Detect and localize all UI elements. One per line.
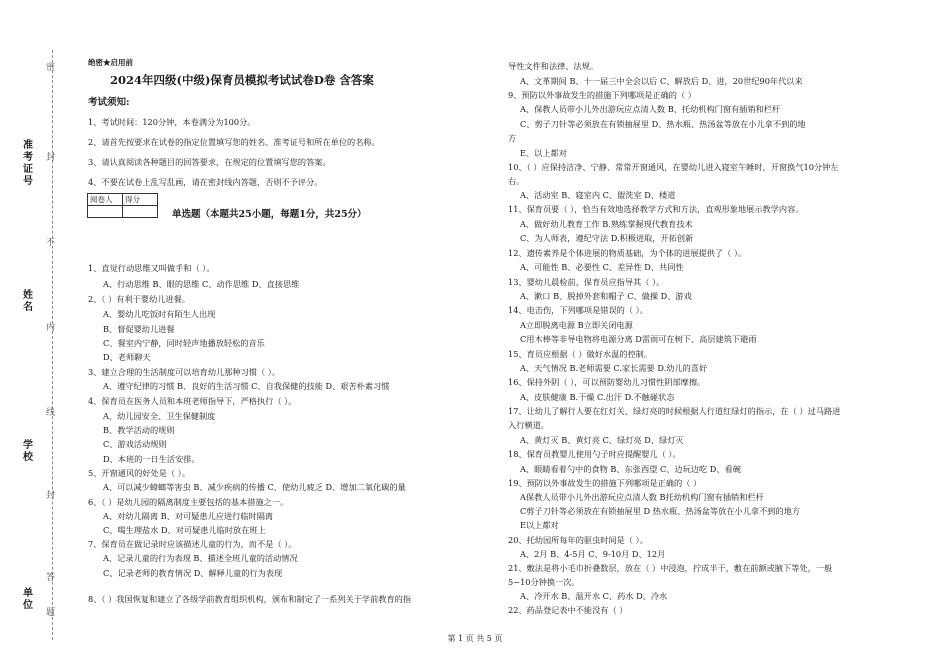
question-line: A、冷开水 B、温开水 C、药水 D、冷水 [520,591,668,601]
binding-word: 内 [46,323,56,333]
question-line: A、可以减少蟑螂等害虫 B、减少疾病的传播 C、使幼儿疲乏 D、增加二氧化碳的量 [103,482,406,492]
question-line: A、2月 B、4-5月 C、9-10月 D、12月 [520,549,666,559]
question-line: 6、（ ）是幼儿园的隔离制度主要包括的基本措施之一。 [88,497,289,507]
question-line: A、皮肤健康 B.干燥 C.出汗 D.不触碰状态 [520,392,675,402]
secret-mark: 绝密★启用前 [88,58,133,67]
question-line: A、幼儿园安全、卫生保健制度 [103,411,216,421]
score-box-cell[interactable] [88,206,123,218]
question-line: A、活动室 B、寝室内 C、盥洗室 D、楼道 [520,190,676,200]
question-line: 10、（ ）应保持洁净、宁静、常常开窗通风，在婴幼儿进入寝室午睡时，开窗换气10分钟左 [508,162,839,172]
question-line: 8、（ ）我国恢复和建立了各级学前教育组织机构，颁布和制定了一系列关于学前教育的指 [88,594,412,604]
question-line: A、文革期间 B、十一届三中全会以后 C、解放后 D、进，20世纪90年代以来 [520,76,803,86]
question-line: 12、遗传素养是个体进展的物质基础，为个体的进展提供了（ ）。 [508,248,747,258]
question-line: 5~10分钟换一次。 [508,577,580,587]
score-box-cell[interactable] [123,206,158,218]
question-line: 18、保育员教婴儿使用勺子时应提醒婴儿（ ）。 [508,449,681,459]
question-line: D、本班的一日生活安排。 [103,454,200,464]
notice-item: 3、请认真阅读各种题目的回答要求，在规定的位置填写您的答案。 [88,157,331,167]
binding-word: 不 [46,238,56,248]
question-line: 22、药品登记表中不能没有（ ） [508,605,628,615]
binding-word: 封 [46,491,56,501]
question-line: 方 [508,133,517,143]
question-line: 2、（ ）有利于婴幼儿进餐。 [88,294,190,304]
question-line: C剪子刀针等必须放在有锁抽屉里 D 热水瓶、热汤盆等放在小儿拿不到的地方 [520,506,801,516]
question-line: 14、电击伤，下列哪项是错误的（ ）。 [508,305,648,315]
binding-label-unit: 单位 [23,588,33,611]
binding-label-exam-number: 准考证号 [23,140,33,187]
binding-word: 题 [46,608,56,618]
question-line: 21、敷法是将小毛巾折叠数层，放在（ ）中浸泡，拧成半干，敷在前额或腋下等处，一般 [508,563,833,573]
question-line: C、餐室内宁静，同时轻声地播放轻松的音乐 [103,338,265,348]
question-line: C用木棒等非导电物将电源分离 D雷雨可在树下、高层建筑下避雨 [520,334,757,344]
notice-heading: 考试须知: [88,97,130,108]
question-line: A、天气情况 B.老师需要 C.家长需要 D.幼儿的喜好 [520,363,708,373]
question-line: 1、直觉行动思维又叫做手和（ ）。 [88,263,215,273]
question-line: A、对幼儿隔离 B、对可疑患儿应进行临时隔离 [103,511,274,521]
page-footer: 第 1 页 共 5 页 [447,634,503,643]
section-heading: 单选题（本题共25小题，每题1分，共25分） [172,209,367,220]
question-line: A、记录儿童的行为表现 B、描述全班儿童的活动情况 [103,553,298,563]
question-line: C、记录老师的教育情况 D、解释儿童的行为表现 [103,568,283,578]
question-line: 3、建立合理的生活制度可以培育幼儿那种习惯（ ）。 [88,367,281,377]
question-line: 20、托幼园所每年的驱虫时间是（ ）。 [508,535,648,545]
question-line: C、为人师表，遵纪守法 D.积极进取，开拓创新 [520,233,694,243]
question-line: A、遵守纪律的习惯 B、良好的生活习惯 C、自我保健的技能 D、艰苦朴素习惯 [103,381,390,391]
notice-item: 2、请首先按要求在试卷的指定位置填写您的姓名、准考证号和所在单位的名称。 [88,137,380,147]
question-line: C、剪子刀针等必须放在有锁抽屉里 D、热水瓶、热汤盆等放在小儿拿不到的地 [520,119,806,129]
question-line: C、游戏活动规则 [103,439,167,449]
question-line: A、行动思维 B、眼的思维 C、动作思维 D、直接思维 [103,279,300,289]
question-line: 17、让幼儿了解行人要在红灯关、绿灯亮的时候根据人行道红绿灯的指示，在（ ）过马路进 [508,406,841,416]
question-line: 19、预防以外事故发生的措施下列哪项是正确的（ ） [508,478,702,488]
binding-dashed-line [52,50,53,640]
question-line: 右。 [508,176,525,186]
question-line: 11、保育员要（ ），恰当有效地选择教学方式和方法，直观形象地展示教学内容。 [508,204,804,214]
score-box-score: 得分 [123,194,158,206]
question-line: 4、保育员在医务人员和本班老师指导下，严格执行（ ）。 [88,396,297,406]
question-line: A立即脱离电源 B立即关闭电源 [520,320,633,330]
binding-label-school: 学校 [23,440,33,463]
binding-word: 线 [46,408,56,418]
question-line: B、督促婴幼儿进餐 [103,324,175,334]
question-line: 导性文件和法律、法规。 [508,61,599,71]
question-line: A、眼睛看着勺中的食物 B、东张西望 C、边玩边吃 D、看碗 [520,464,741,474]
binding-label-name: 姓名 [23,290,33,313]
question-line: D、老师聊天 [103,352,151,362]
question-line: A、保教人员带小儿外出游玩应点清人数 B、托幼机构门窗有插销和栏杆 [520,104,781,114]
question-line: 15、育员应根据（ ）做好水温的控制。 [508,349,653,359]
question-line: 16、保持外阴（ ），可以预防婴幼儿习惯性阴部摩擦。 [508,377,706,387]
question-line: E、以上都对 [520,148,567,158]
question-line: A、黄灯灭 B、黄灯亮 C、绿灯亮 D、绿灯灭 [520,435,684,445]
question-line: 入行横道。 [508,420,549,430]
binding-word: 封 [46,153,56,163]
binding-word: 答 [46,573,56,583]
notice-item: 4、不要在试卷上乱写乱画，请在密封线内答题，否则不予评分。 [88,177,323,187]
page-title: 2024年四级(中级)保育员模拟考试试卷D卷 含答案 [110,73,374,87]
question-line: A保教人员带小儿外出游玩应点清人数 B托幼机构门窗有插销和栏杆 [520,492,764,502]
score-box [87,193,158,218]
question-line: A、可能性 B、必要性 C、差异性 D、共同性 [520,262,684,272]
question-line: C、喝生理盐水 D、对可疑患儿临时放在班上 [103,525,266,535]
question-line: A、婴幼儿吃饭时有陌生人出现 [103,309,216,319]
score-box-reviewer: 阅卷人 [88,194,123,206]
question-line: 5、开窗通风的好处是（ ）。 [88,468,190,478]
question-line: 7、保育员在做记录时应该描述儿童的行为，而不是（ ）。 [88,539,297,549]
question-line: B、教学活动的规则 [103,425,175,435]
question-line: A、漱口 B、脱掉外套和帽子 C、做操 D、游戏 [520,291,692,301]
question-line: 13、婴幼儿晨检前，保育员应指导其（ ）。 [508,277,665,287]
binding-word: 密 [46,63,56,73]
question-line: A、做好幼儿教育工作 B.熟练掌握现代教育技术 [520,219,693,229]
question-line: E以上都对 [520,520,559,530]
notice-item: 1、考试时间：120分钟，本卷满分为100分。 [88,117,256,127]
question-line: 9、预防以外事故发生的措施下列哪项是正确的（ ） [508,90,696,100]
